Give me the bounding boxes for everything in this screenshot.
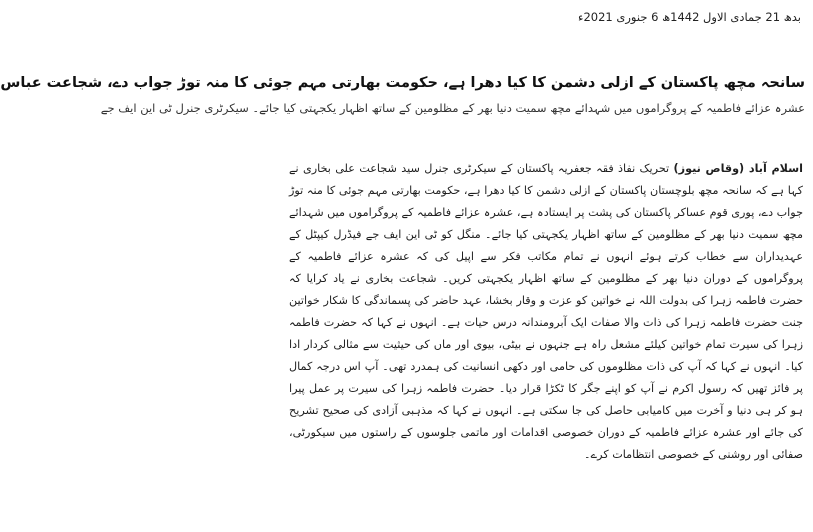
article-text: تحریک نفاذ فقہ جعفریہ پاکستان کے سیکرٹری جنرل سید شجاعت علی بخاری نے کہا ہے کہ سانحہ مچھ بلوچستان پاکستان کے ازلی دشمن کا کیا دھرا ہے، حکومت بھارتی مہم جوئی کا منہ توڑ جواب دے، پوری قوم عساکر پاکستان کی پشت پر ایستادہ ہے، عشرہ عزائے فاطمیہ کے پروگراموں میں شہدائے مچھ سمیت دنیا بھر کے مظلومین کے ساتھ اظہار یکجہتی کیا جائے۔ منگل کو ٹی این ایف جے فیڈرل کیپٹل کے عہدیداران سے خطاب کرتے ہوئے انہوں نے تمام مکاتب فکر سے اپیل کی کہ عشرہ عزائے فاطمیہ کے پروگراموں کے دوران دنیا بھر کے مظلومین کے ساتھ اظہار یکجہتی کریں۔ شجاعت بخاری نے یاد کرایا کہ حضرت فاطمہ زہرا کی بدولت اللہ نے خواتین کو عزت و وقار بخشا، عہد حاضر کی پسماندگی کا شکار خواتین جنت حضرت فاطمہ زہرا کی ذات والا صفات ایک آبرومندانہ درس حیات ہے۔ انہوں نے کہا کہ حضرت فاطمہ زہرا کی سیرت تمام خواتین کیلئے مشعل راہ ہے جنہوں نے بیٹی، بیوی اور ماں کی حیثیت سے مثالی کردار ادا کیا۔ انہوں نے کہا کہ آپ کی ذات مظلوموں کی حامی اور دکھی انسانیت کی ہمدرد تھی۔ آپ اس درجہ کمال پر فائز تھیں کہ رسول اکرم نے آپ کو اپنے جگر کا ٹکڑا قرار دیا۔ حضرت فاطمہ زہرا کی سیرت پر عمل پیرا ہو کر ہی دنیا و آخرت میں کامیابی حاصل کی جا سکتی ہے۔ انہوں نے کہا کہ مذہبی آزادی کی صحیح تشریح کی جائے اور عشرہ عزائے فاطمیہ کے دوران خصوصی اقدامات اور ماتمی جلوسوں کے راستوں میں سیکورٹی، صفائی اور روشنی کے خصوصی انتظامات کرے۔ [289, 162, 803, 461]
article-body [289, 158, 803, 466]
headline: سانحہ مچھ پاکستان کے ازلی دشمن کا کیا دھرا ہے، حکومت بھارتی مہم جوئی کا منہ توڑ جواب دے، شجاعت عباس [0, 75, 805, 91]
article-paragraph [289, 158, 803, 466]
dateline: بدھ 21 جمادی الاول 1442ھ 6 جنوری 2021ء [578, 10, 801, 24]
byline: اسلام آباد (وقاص نیوز) [673, 162, 804, 175]
subheadline: عشرہ عزائے فاطمیہ کے پروگراموں میں شہدائے مچھ سمیت دنیا بھر کے مظلومین کے ساتھ اظہار یکجہتی کیا جائے۔ سیکرٹری جنرل ٹی این ایف جے [100, 101, 805, 115]
